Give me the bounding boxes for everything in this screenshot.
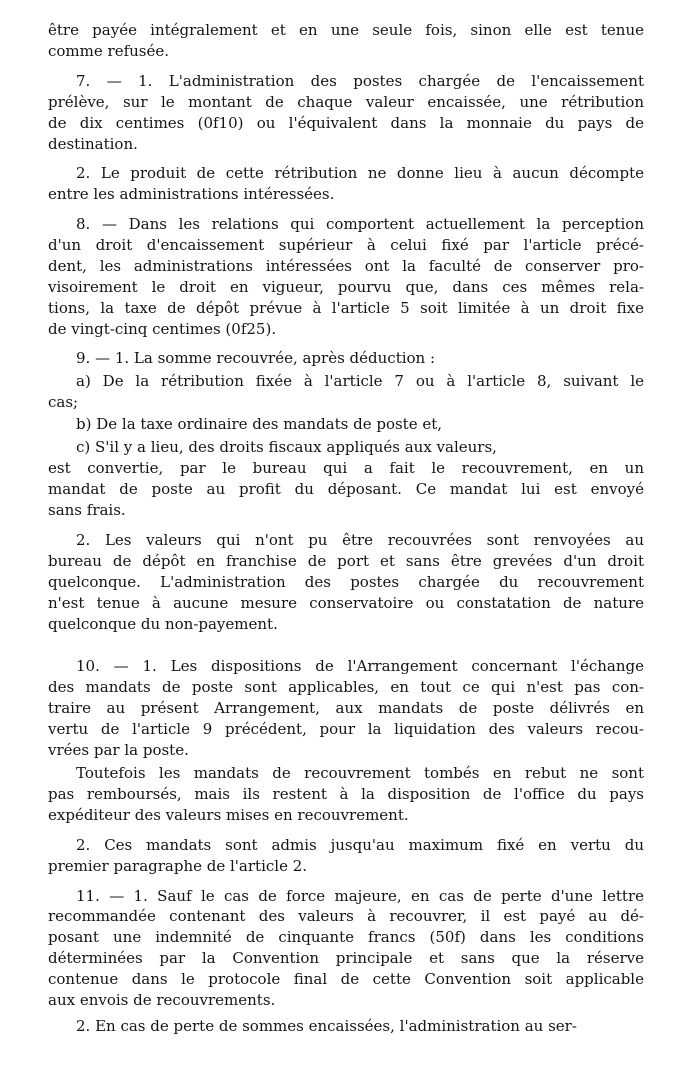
text-line: 9. — 1. La somme recouvrée, après déduction :: [76, 348, 436, 367]
text-line: contenue dans le protocole final de cette Convention soit applicable: [48, 970, 644, 989]
text-line: des mandats de poste sont applicables, en tout ce qui n'est pas con-: [48, 678, 644, 697]
text-line: c) S'il y a lieu, des droits fiscaux appliqués aux valeurs,: [76, 438, 497, 457]
text-line: a) De la rétribution fixée à l'article 7 ou à l'article 8, suivant le: [76, 371, 644, 390]
document-page: [48, 20, 644, 1037]
text-line: quelconque du non-payement.: [48, 614, 278, 633]
text-line: mandat de poste au profit du déposant. Ce mandat lui est envoyé: [48, 480, 644, 499]
paragraph: [48, 20, 644, 62]
text-line: 2. Ces mandats sont admis jusqu'au maximum fixé en vertu du: [76, 835, 644, 854]
text-line: b) De la taxe ordinaire des mandats de poste et,: [76, 415, 443, 434]
paragraph: [48, 414, 644, 435]
paragraph: [48, 437, 644, 458]
text-line: vrées par la poste.: [48, 741, 189, 760]
text-line: 11. — 1. Sauf le cas de force majeure, en cas de perte d'une lettre: [76, 886, 644, 905]
text-line: dent, les administrations intéressées ont la faculté de conserver pro-: [48, 257, 644, 276]
text-line: recommandée contenant des valeurs à recouvrer, il est payé au dé-: [48, 907, 644, 926]
text-line: cas;: [48, 392, 79, 411]
text-line: de dix centimes (0f10) ou l'équivalent dans la monnaie du pays de: [48, 113, 644, 132]
text-line: 8. — Dans les relations qui comportent actuellement la perception: [76, 215, 644, 234]
text-line: est convertie, par le bureau qui a fait le recouvrement, en un: [48, 459, 644, 478]
paragraph: [48, 1016, 644, 1037]
text-line: comme refusée.: [48, 41, 170, 60]
text-line: 2. Le produit de cette rétribution ne donne lieu à aucun décompte: [76, 164, 644, 183]
text-line: 10. — 1. Les dispositions de l'Arrangement concernant l'échange: [76, 657, 644, 676]
text-line: expéditeur des valeurs mises en recouvrement.: [48, 805, 409, 824]
text-line: 7. — 1. L'administration des postes chargée de l'encaissement: [76, 71, 644, 90]
text-line: être payée intégralement et en une seule fois, sinon elle est tenue: [48, 21, 644, 39]
text-line: vertu de l'article 9 précédent, pour la liquidation des valeurs recou-: [48, 720, 644, 739]
text-line: prélève, sur le montant de chaque valeur encaissée, une rétribution: [48, 92, 644, 111]
text-line: n'est tenue à aucune mesure conservatoire ou constatation de nature: [48, 593, 644, 612]
text-line: 2. Les valeurs qui n'ont pu être recouvrées sont renvoyées au: [76, 530, 644, 549]
text-line: entre les administrations intéressées.: [48, 185, 335, 204]
text-line: d'un droit d'encaissement supérieur à celui fixé par l'article précé-: [48, 236, 644, 255]
text-line: quelconque. L'administration des postes chargée du recouvrement: [48, 572, 644, 591]
text-line: pas remboursés, mais ils restent à la disposition de l'office du pays: [48, 784, 644, 803]
text-line: 2. En cas de perte de sommes encaissées, l'administration au ser-: [76, 1016, 577, 1035]
paragraph: [48, 763, 644, 826]
text-line: bureau de dépôt en franchise de port et sans être grevées d'un droit: [48, 551, 644, 570]
text-line: de vingt-cinq centimes (0f25).: [48, 319, 277, 338]
text-line: aux envois de recouvrements.: [48, 991, 276, 1010]
paragraph: [48, 530, 644, 635]
text-line: déterminées par la Convention principale et sans que la réserve: [48, 949, 644, 968]
text-line: destination.: [48, 134, 138, 153]
paragraph: [48, 348, 644, 369]
paragraph: [48, 163, 644, 205]
text-line: visoirement le droit en vigueur, pourvu que, dans ces mêmes rela-: [48, 277, 644, 296]
paragraph: [48, 214, 644, 339]
paragraph: [48, 371, 644, 413]
text-line: premier paragraphe de l'article 2.: [48, 856, 308, 875]
paragraph: [48, 886, 644, 1011]
paragraph: [48, 71, 644, 155]
text-line: sans frais.: [48, 501, 126, 520]
paragraph: [48, 458, 644, 521]
text-line: traire au présent Arrangement, aux mandats de poste délivrés en: [48, 699, 644, 718]
paragraph: [48, 835, 644, 877]
paragraph: [48, 656, 644, 761]
text-line: tions, la taxe de dépôt prévue à l'article 5 soit limitée à un droit fixe: [48, 298, 644, 317]
text-line: posant une indemnité de cinquante francs (50f) dans les conditions: [48, 928, 644, 947]
text-line: Toutefois les mandats de recouvrement tombés en rebut ne sont: [76, 764, 644, 782]
